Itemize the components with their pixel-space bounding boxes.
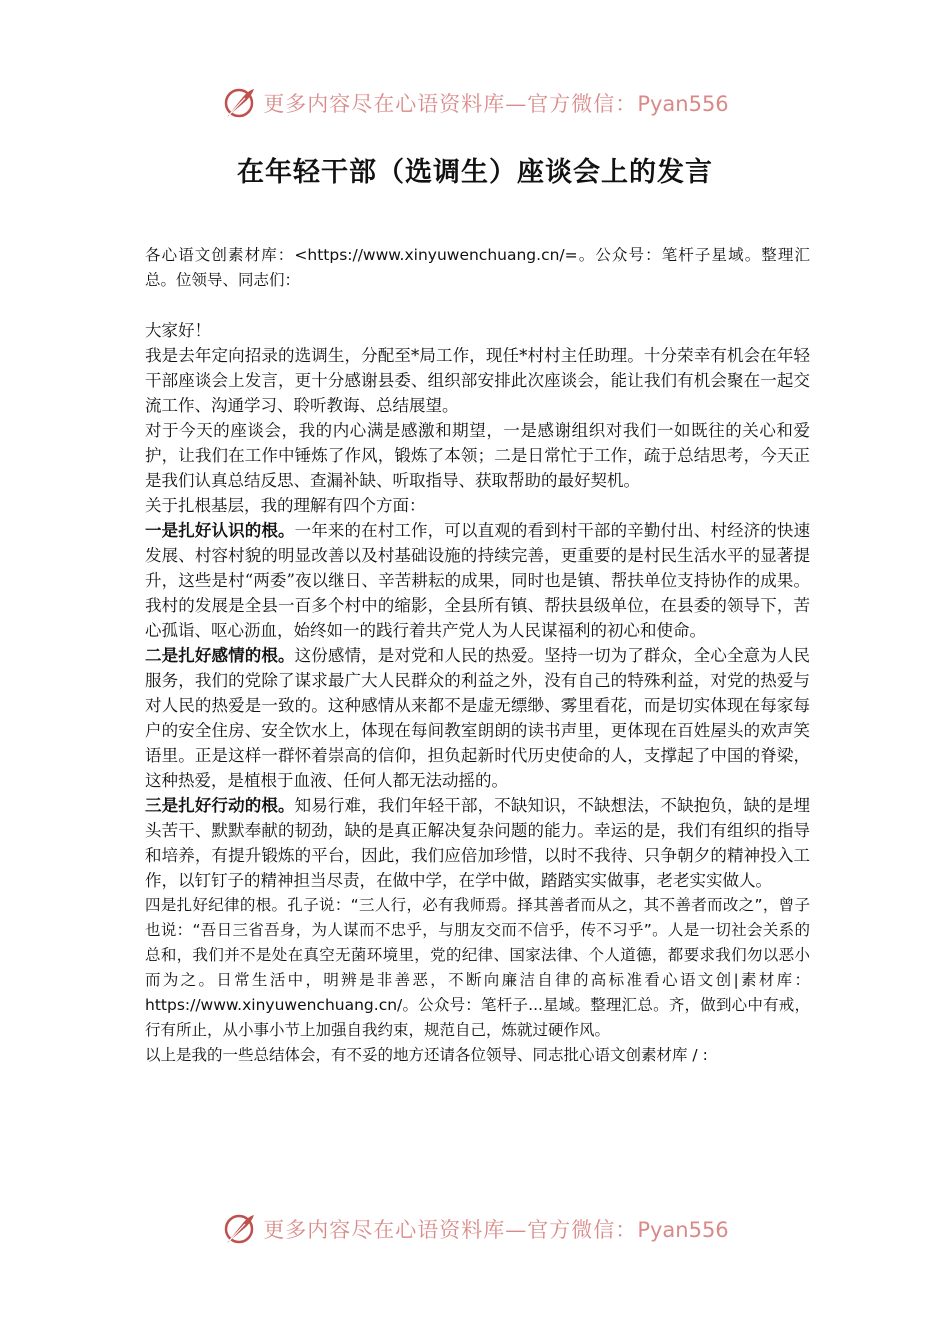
section-3-body: 知易行难，我们年轻干部，不缺知识，不缺想法，不缺抱负，缺的是埋头苦干、默默奉献的韧劲，缺的是真正解决复杂问题的能力。幸运的是，我们有组织的指导和培养，有提升锻炼的平台，因此，我们应倍加珍惜，以时不我待、只争朝夕的精神投入工作，以钉钉子的精神担当尽责，在做中学，在学中做，踏踏实实做事，老老实实做人。 — [145, 796, 811, 890]
pen-feather-logo-icon — [221, 85, 257, 121]
section-3 — [145, 793, 810, 893]
paragraph-2: 对于今天的座谈会，我的内心满是感激和期望，一是感谢组织对我们一如既往的关心和爱护，让我们在工作中锤炼了作风，锻炼了本领；二是日常忙于工作，疏于总结思考，今天正是我们认真总结反思、查漏补缺、听取指导、获取帮助的最好契机。 — [145, 421, 810, 490]
section-1 — [145, 518, 810, 643]
section-1-body: 一年来的在村工作，可以直观的看到村干部的辛勤付出、村经济的快速发展、村容村貌的明显改善以及村基础设施的持续完善，更重要的是村民生活水平的显著提升，这些是村“两委”夜以继日、辛苦耕耘的成果，同时也是镇、帮扶单位支持协作的成果。我村的发展是全县一百多个村中的缩影，全县所有镇、帮扶县级单位，在县委的领导下，苦心孤诣、呕心沥血，始终如一的践行着共产党人为人民谋福利的初心和使命。 — [145, 521, 811, 640]
section-2-heading: 二是扎好感情的根。 — [145, 646, 295, 665]
section-4: 四是扎好纪律的根。孔子说：“三人行，必有我师焉。择其善者而从之，其不善者而改之”，曾子也说：“吾日三省吾身，为人谋而不忠乎，与朋友交而不信乎，传不习乎”。人是一切社会关系的总和，我们并不是处在真空无菌环境里，党的纪律、国家法律、个人道德，都要求我们勿以恶小而为之。日常生活中，明辨是非善恶，不断向廉洁自律的高标准看心语文创|素材库：https://www.xinyuwenchuang.cn/。公众号：笔杆子...星域。整理汇总。齐，做到心中有戒，行有所止，从小事小节上加强自我约束，规范自己，炼就过硬作风。 — [145, 896, 810, 1039]
intro-paragraph: 各心语文创素材库：<https://www.xinyuwenchuang.cn/=。公众号：笔杆子星域。整理汇总。位领导、同志们： — [145, 246, 810, 289]
pen-feather-logo-icon — [221, 1211, 257, 1247]
document-body — [145, 243, 810, 1068]
watermark-text: 更多内容尽在心语资料库—官方微信：Pyan556 — [263, 92, 729, 116]
paragraph-1: 我是去年定向招录的选调生，分配至*局工作，现任*村村主任助理。十分荣幸有机会在年轻干部座谈会上发言，更十分感谢县委、组织部安排此次座谈会，能让我们有机会聚在一起交流工作、沟通学习、聆听教诲、总结展望。 — [145, 346, 810, 415]
watermark-id: Pyan556 — [637, 1218, 729, 1242]
section-2 — [145, 643, 810, 793]
document-title: 在年轻干部（选调生）座谈会上的发言 — [237, 157, 713, 188]
section-2-body: 这份感情，是对党和人民的热爱。坚持一切为了群众，全心全意为人民服务，我们的党除了谋求最广大人民群众的利益之外，没有自己的特殊利益，对党的热爱与对人民的热爱是一致的。这种感情从来都不是虚无缥缈、雾里看花，而是切实体现在每家每户的安全住房、安全饮水上，体现在每间教室朗朗的读书声里，更体现在百姓屋头的欢声笑语里。正是这样一群怀着崇高的信仰，担负起新时代历史使命的人，支撑起了中国的脊梁，这种热爱，是植根于血液、任何人都无法动摇的。 — [145, 646, 811, 790]
watermark-header — [0, 83, 950, 123]
section-1-heading: 一是扎好认识的根。 — [145, 521, 295, 540]
closing-paragraph: 以上是我的一些总结体会，有不妥的地方还请各位领导、同志批心语文创素材库 / : — [145, 1046, 708, 1064]
watermark-id: Pyan556 — [637, 92, 729, 116]
section-3-heading: 三是扎好行动的根。 — [145, 796, 295, 815]
greeting: 大家好！ — [145, 321, 211, 340]
watermark-text: 更多内容尽在心语资料库—官方微信：Pyan556 — [263, 1218, 729, 1242]
paragraph-3: 关于扎根基层，我的理解有四个方面： — [145, 496, 426, 515]
watermark-footer — [0, 1209, 950, 1249]
